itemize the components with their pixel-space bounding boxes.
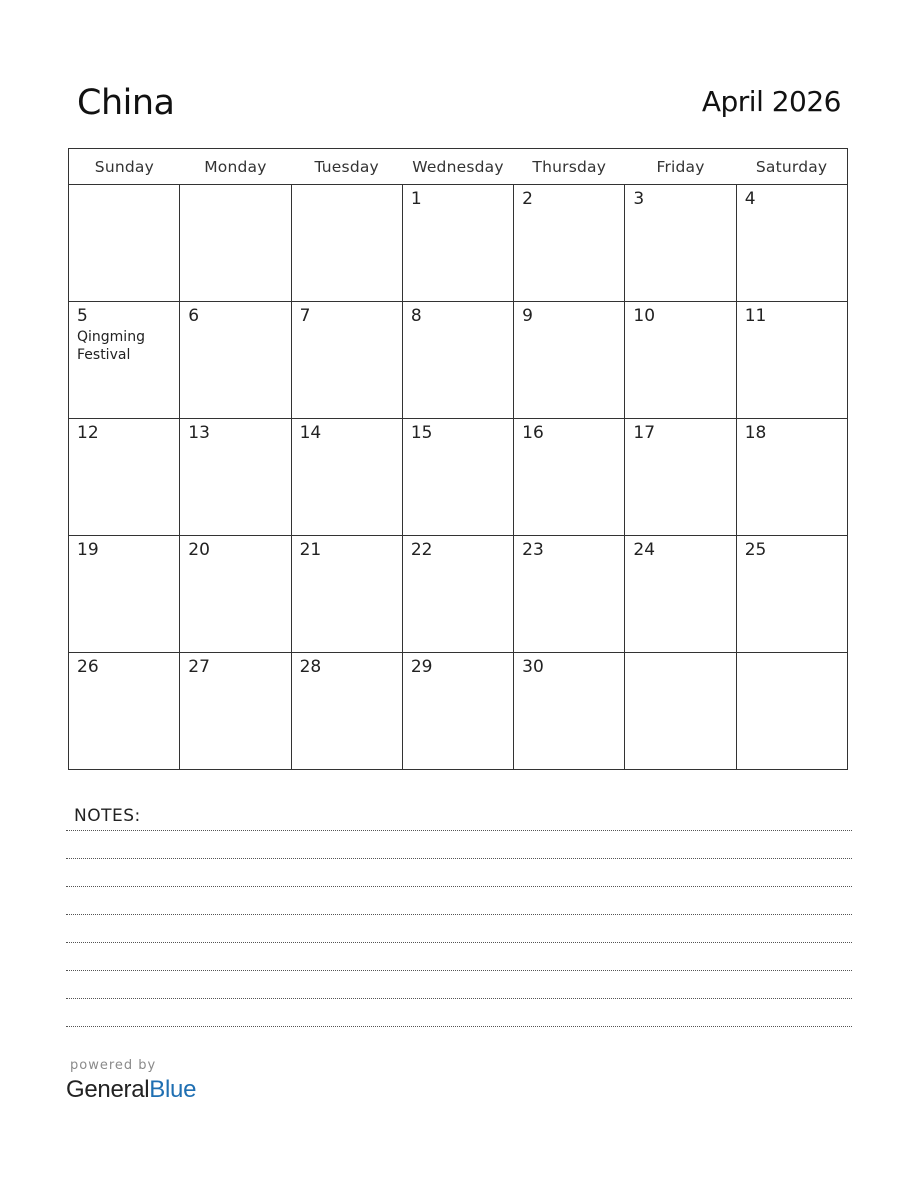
notes-line[interactable] bbox=[66, 970, 852, 971]
weekday-header: Monday bbox=[180, 149, 291, 185]
day-cell bbox=[291, 536, 402, 653]
day-number: 10 bbox=[633, 306, 656, 326]
day-cell bbox=[625, 536, 736, 653]
day-number: 28 bbox=[299, 657, 322, 677]
day-cell bbox=[180, 536, 291, 653]
day-cell bbox=[402, 419, 513, 536]
day-number: 15 bbox=[410, 423, 433, 443]
day-cell bbox=[291, 653, 402, 770]
day-number: 5 bbox=[77, 306, 88, 326]
week-row bbox=[69, 185, 848, 302]
day-cell bbox=[180, 653, 291, 770]
day-cell bbox=[736, 536, 847, 653]
day-number: 6 bbox=[188, 306, 200, 326]
day-number: 1 bbox=[410, 189, 422, 209]
day-number: 22 bbox=[410, 540, 433, 560]
weekday-header: Wednesday bbox=[402, 149, 513, 185]
brand-general: General bbox=[66, 1076, 150, 1103]
holiday-label: Qingming Festival bbox=[77, 329, 145, 363]
notes-line[interactable] bbox=[66, 830, 852, 831]
day-cell bbox=[69, 536, 180, 653]
day-cell bbox=[69, 185, 180, 302]
day-number: 8 bbox=[410, 306, 422, 326]
day-cell bbox=[291, 185, 402, 302]
day-cell bbox=[736, 185, 847, 302]
weekday-header: Tuesday bbox=[291, 149, 402, 185]
month-year-title: April 2026 bbox=[701, 85, 841, 118]
day-number: 4 bbox=[744, 189, 756, 209]
day-number: 13 bbox=[188, 423, 210, 443]
day-cell bbox=[625, 419, 736, 536]
day-number: 9 bbox=[522, 306, 533, 326]
powered-by-text: powered by bbox=[70, 1058, 157, 1073]
day-number: 18 bbox=[744, 423, 767, 443]
day-number: 24 bbox=[633, 540, 656, 560]
week-row bbox=[69, 653, 848, 770]
notes-line[interactable] bbox=[66, 858, 852, 859]
day-number: 19 bbox=[77, 540, 99, 560]
day-cell bbox=[291, 302, 402, 419]
notes-line[interactable] bbox=[66, 886, 852, 887]
weekday-header: Sunday bbox=[69, 149, 180, 185]
day-number: 2 bbox=[522, 189, 533, 209]
day-cell bbox=[180, 419, 291, 536]
country-title: China bbox=[77, 83, 175, 123]
day-cell bbox=[69, 653, 180, 770]
day-cell bbox=[402, 302, 513, 419]
weekday-header: Saturday bbox=[736, 149, 847, 185]
weekday-header: Thursday bbox=[514, 149, 625, 185]
day-cell bbox=[514, 536, 625, 653]
day-cell bbox=[625, 302, 736, 419]
calendar-grid bbox=[68, 148, 848, 770]
day-number: 21 bbox=[299, 540, 322, 560]
day-number: 30 bbox=[522, 657, 544, 677]
day-cell bbox=[514, 302, 625, 419]
day-number: 14 bbox=[299, 423, 322, 443]
weekday-header: Friday bbox=[625, 149, 736, 185]
notes-line[interactable] bbox=[66, 998, 852, 999]
day-cell bbox=[180, 185, 291, 302]
day-number: 20 bbox=[188, 540, 210, 560]
notes-label: NOTES: bbox=[74, 806, 141, 826]
day-number: 12 bbox=[77, 423, 99, 443]
day-cell bbox=[291, 419, 402, 536]
day-number: 27 bbox=[188, 657, 210, 677]
day-cell bbox=[69, 302, 180, 419]
day-number: 11 bbox=[744, 306, 767, 326]
day-cell bbox=[736, 419, 847, 536]
week-row bbox=[69, 302, 848, 419]
day-cell bbox=[625, 185, 736, 302]
day-cell bbox=[514, 653, 625, 770]
day-number: 17 bbox=[633, 423, 656, 443]
day-number: 7 bbox=[299, 306, 311, 326]
day-cell bbox=[402, 653, 513, 770]
day-number: 25 bbox=[744, 540, 767, 560]
day-number: 29 bbox=[410, 657, 433, 677]
day-number: 16 bbox=[522, 423, 544, 443]
day-cell bbox=[514, 419, 625, 536]
brand-blue: Blue bbox=[149, 1076, 197, 1103]
day-cell bbox=[736, 653, 847, 770]
day-cell bbox=[402, 536, 513, 653]
notes-line[interactable] bbox=[66, 914, 852, 915]
day-cell bbox=[402, 185, 513, 302]
weekday-header-row bbox=[69, 149, 848, 185]
notes-line[interactable] bbox=[66, 1026, 852, 1027]
day-cell bbox=[625, 653, 736, 770]
notes-line[interactable] bbox=[66, 942, 852, 943]
day-number: 26 bbox=[77, 657, 99, 677]
day-cell bbox=[180, 302, 291, 419]
day-number: 23 bbox=[522, 540, 544, 560]
week-row bbox=[69, 536, 848, 653]
day-cell bbox=[69, 419, 180, 536]
generalblue-logo[interactable] bbox=[66, 1075, 196, 1105]
week-row bbox=[69, 419, 848, 536]
day-cell bbox=[514, 185, 625, 302]
day-number: 3 bbox=[633, 189, 645, 209]
day-cell bbox=[736, 302, 847, 419]
